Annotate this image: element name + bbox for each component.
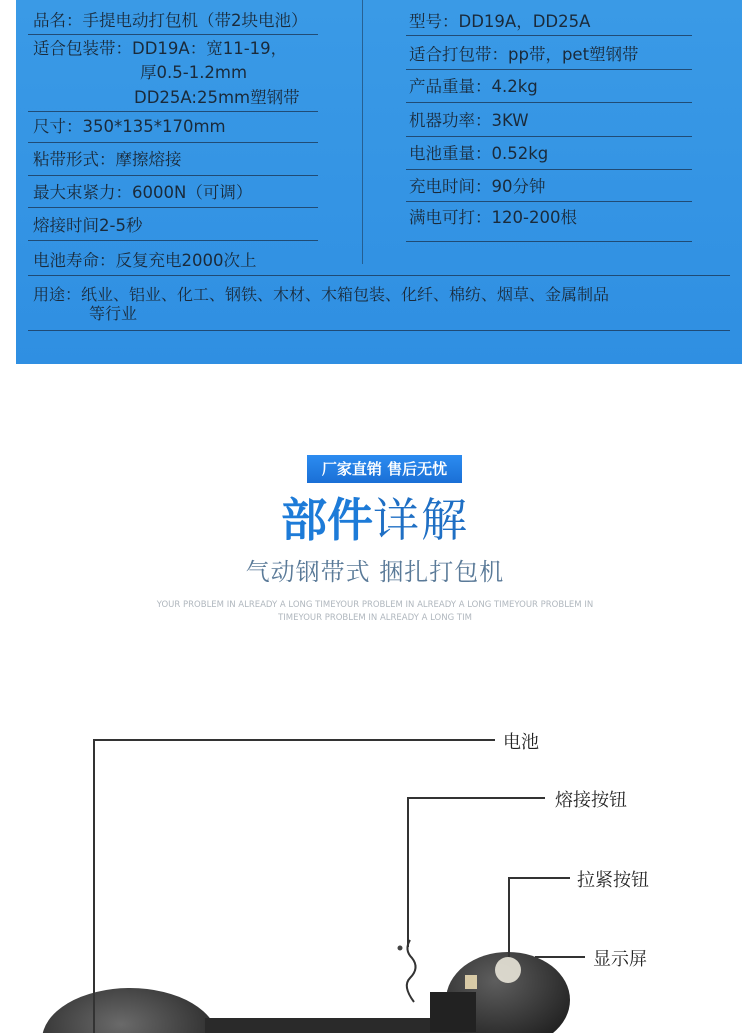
tension-button-label: 拉紧按钮	[577, 870, 649, 891]
spec-panel	[16, 0, 742, 364]
divider	[406, 35, 692, 36]
title-bold: 部件	[281, 493, 373, 547]
tagline-line-1: YOUR PROBLEM IN ALREADY A LONG TIMEYOUR PROBLEM IN ALREADY A LONG TIMEYOUR PROBLEM IN	[156, 600, 594, 610]
spec-capacity: 满电可打：120-200根	[409, 208, 577, 227]
tension-callout-drop	[508, 877, 510, 957]
spec-usage-2: 等行业	[89, 304, 138, 323]
divider	[406, 169, 692, 170]
divider	[28, 207, 318, 208]
spec-strap-2: 厚0.5-1.2mm	[140, 63, 248, 82]
spec-strap-type: 适合打包带：pp带，pet塑钢带	[409, 45, 639, 64]
spec-weight: 产品重量：4.2kg	[409, 77, 538, 96]
display-label: 显示屏	[593, 949, 647, 970]
spec-size: 尺寸：350*135*170mm	[33, 117, 226, 136]
spec-charge-time: 充电时间：90分钟	[409, 177, 546, 196]
weld-wire	[407, 940, 416, 1002]
divider	[28, 330, 730, 331]
spec-bond: 粘带形式：摩擦熔接	[33, 150, 182, 169]
promo-badge: 厂家直销 售后无忧	[307, 455, 462, 483]
divider	[28, 111, 318, 112]
spec-usage-1: 用途：纸业、铝业、化工、钢铁、木材、木箱包装、化纤、棉纺、烟草、金属制品	[33, 285, 610, 304]
spec-weld-time: 熔接时间2-5秒	[33, 216, 143, 235]
spec-name: 品名：手提电动打包机（带2块电池）	[33, 11, 308, 30]
spec-strap-1: 适合包装带：DD19A：宽11-19，	[33, 39, 288, 58]
tagline	[95, 599, 655, 625]
divider	[28, 240, 318, 241]
tagline-line-2: TIMEYOUR PROBLEM IN ALREADY A LONG TIM	[278, 613, 472, 623]
weld-button-label: 熔接按钮	[555, 790, 627, 811]
divider	[406, 136, 692, 137]
section-subtitle: 气动钢带式 捆扎打包机	[245, 558, 505, 586]
section-title	[0, 490, 750, 550]
spec-battery-life: 电池寿命：反复充电2000次上	[33, 251, 257, 270]
display-callout-line	[535, 956, 585, 958]
machine-head	[446, 952, 570, 1033]
divider	[406, 102, 692, 103]
divider	[28, 175, 318, 176]
spec-tension: 最大束紧力：6000N（可调）	[33, 183, 253, 202]
divider	[406, 201, 692, 202]
battery-label: 电池	[503, 732, 539, 753]
spec-battery-weight: 电池重量：0.52kg	[409, 144, 549, 163]
machine-neck	[430, 992, 476, 1032]
divider	[406, 241, 692, 242]
weld-callout-drop	[407, 797, 409, 947]
weld-callout-line	[407, 797, 545, 799]
title-light: 详解	[373, 493, 469, 547]
battery-callout-line	[93, 739, 495, 741]
spec-power: 机器功率：3KW	[409, 111, 529, 130]
display-screen	[495, 957, 521, 983]
label-sticker	[465, 975, 477, 989]
divider	[28, 275, 730, 276]
spec-model: 型号：DD19A，DD25A	[409, 12, 591, 31]
battery-body	[42, 988, 218, 1033]
column-divider	[362, 0, 363, 264]
spec-strap-3: DD25A:25mm塑钢带	[134, 88, 300, 107]
battery-callout-drop	[93, 739, 95, 1033]
divider	[28, 34, 318, 35]
tension-callout-line	[508, 877, 570, 879]
machine-bar	[205, 1018, 475, 1033]
divider	[406, 69, 692, 70]
divider	[28, 142, 318, 143]
